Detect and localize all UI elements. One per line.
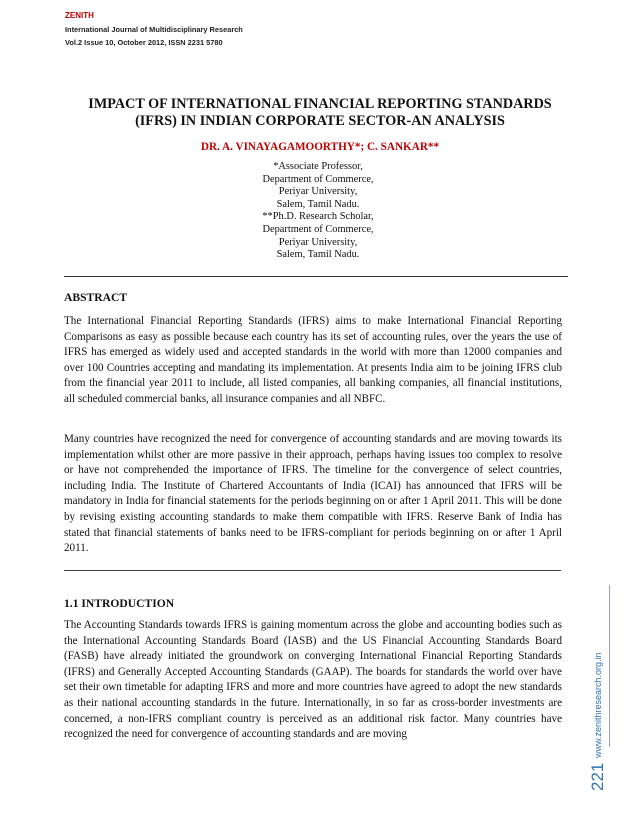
abstract-paragraph: Many countries have recognized the need for convergence of accounting standards and are moving towards its implementation whilst other are more passive in their approach, perhaps having issues too complex to resolve or have not comprehended the importance of IFRS. The timeline for the convergence of select countries, including India. The Institute of Chartered Accountants of India (ICAI) has announced that IFRS will be mandatory in India for financial statements for the periods beginning on or after 1 April 2011. This will be done by revising existing accounting standards to make them compatible with IFRS. Reserve Bank of India has stated that financial statements of banks need to be IFRS-compliant for periods beginning on or after 1 April 2011.: [64, 433, 562, 555]
abstract-heading: ABSTRACT: [64, 291, 128, 304]
journal-label: ZENITH: [65, 11, 94, 20]
page-number-text: 221: [588, 762, 607, 791]
affiliation-line: Department of Commerce,: [262, 173, 374, 185]
affiliation-line: **Ph.D. Research Scholar,: [262, 211, 374, 223]
affiliation-line: *Associate Professor,: [273, 161, 363, 172]
margin-rule: [609, 585, 610, 747]
affiliation-line: Periyar University,: [278, 186, 358, 198]
affiliation-line: Periyar University,: [278, 236, 358, 248]
abstract-divider: [64, 570, 561, 571]
journal-issue: Vol.2 Issue 10, October 2012, ISSN 2231 5780: [65, 38, 223, 47]
website-url-text[interactable]: www.zenithresearch.org.in: [593, 652, 603, 758]
authors: DR. A. VINAYAGAMOORTHY*; C. SANKAR**: [200, 141, 440, 153]
affiliation-line: Salem, Tamil Nadu.: [276, 249, 360, 261]
abstract-paragraph: The International Financial Reporting Standards (IFRS) aims to make International Financial Reporting Comparisons as easy as possible because each country has its set of accounting rules, over the years the use of IFRS has emerged as widely used and accepted standards in the world with more than 12000 companies and over 100 Countries accepting and mandating its implementation. At presents India aim to be joining IFRS club from the financial year 2011 to include, all listed companies, all banking companies, all financial institutions, all scheduled commercial banks, all insurance companies and all NBFC.: [64, 315, 562, 405]
introduction-heading: 1.1 INTRODUCTION: [64, 597, 175, 610]
introduction-paragraph: The Accounting Standards towards IFRS is gaining momentum across the globe and accounting bodies such as the International Accounting Standards Board (IASB) and the US Financial Accounting Standards Board (FASB) have already initiated the groundwork on converging International Financial Reporting Standards (IFRS) and Generally Accepted Accounting Standards (GAAP). The boards for standards the world over have set their own timetable for adapting IFRS and more and more countries have agreed to adopt the new standards as their national accounting standards in the future. Internationally, in so far as cross-border investments are concerned, a non-IFRS compliant country is perceived as an additional risk factor. Many countries have recognized the need for convergence of accounting standards and are moving: [64, 619, 562, 741]
paper-title-line-1: IMPACT OF INTERNATIONAL FINANCIAL REPORTING STANDARDS: [88, 96, 552, 112]
title-divider: [64, 276, 568, 277]
affiliation-line: Department of Commerce,: [262, 223, 374, 235]
journal-name: International Journal of Multidisciplinary Research: [65, 25, 243, 34]
website-url[interactable]: [593, 652, 607, 762]
page-number: [588, 763, 610, 793]
affiliation-line: Salem, Tamil Nadu.: [276, 198, 360, 210]
paper-title-line-2: (IFRS) IN INDIAN CORPORATE SECTOR-AN ANALYSIS: [135, 113, 505, 129]
affiliations: [218, 161, 418, 262]
